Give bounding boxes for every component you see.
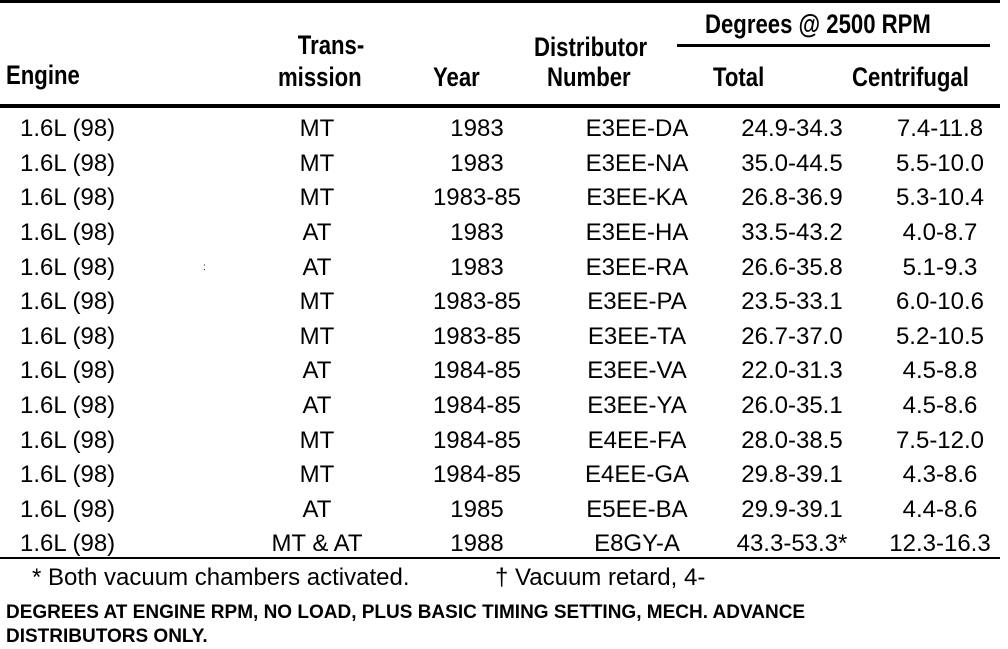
cell-centrifugal: 5.1-9.3 [902, 253, 978, 281]
table-row [0, 389, 1008, 424]
table-row [0, 216, 1008, 251]
cell-year: 1984-85 [432, 357, 522, 385]
scan-speck: : [203, 262, 206, 273]
cell-distributor: E3EE-VA [587, 357, 687, 385]
cell-transmission: AT [302, 495, 332, 523]
cell-centrifugal: 4.0-8.7 [902, 219, 978, 247]
footnote-dagger: † Vacuum retard, 4- [495, 564, 706, 591]
cell-centrifugal: 5.5-10.0 [895, 149, 985, 177]
cell-centrifugal: 4.5-8.8 [902, 357, 978, 385]
table-row [0, 285, 1008, 320]
cell-engine: 1.6L (98) [20, 530, 116, 558]
cell-centrifugal: 6.0-10.6 [895, 288, 985, 316]
cell-engine: 1.6L (98) [20, 495, 116, 523]
cell-engine: 1.6L (98) [20, 461, 116, 489]
cell-transmission: AT [302, 357, 332, 385]
cell-engine: 1.6L (98) [20, 426, 116, 454]
cell-engine: 1.6L (98) [20, 219, 116, 247]
cell-year: 1984-85 [432, 392, 522, 420]
cell-total: 29.9-39.1 [741, 495, 843, 523]
cell-engine: 1.6L (98) [20, 115, 116, 143]
header-total: Total [713, 62, 765, 92]
cell-engine: 1.6L (98) [20, 184, 116, 212]
table-row [0, 147, 1008, 182]
cell-total: 26.6-35.8 [741, 253, 843, 281]
table-row [0, 354, 1008, 389]
cell-distributor: E4EE-GA [584, 461, 690, 489]
cell-engine: 1.6L (98) [20, 357, 116, 385]
cell-total: 22.0-31.3 [741, 357, 843, 385]
cell-year: 1983 [450, 219, 504, 247]
cell-year: 1983-85 [432, 184, 522, 212]
cell-distributor: E3EE-TA [587, 322, 687, 350]
header-distributor-line2: Number [547, 62, 631, 92]
cell-distributor: E3EE-DA [585, 115, 689, 143]
cell-total: 24.9-34.3 [741, 115, 843, 143]
top-rule [0, 0, 1000, 3]
cell-distributor: E4EE-FA [587, 426, 687, 454]
cell-transmission: MT [299, 461, 335, 489]
header-distributor-line1: Distributor [534, 32, 648, 62]
cell-centrifugal: 4.5-8.6 [902, 392, 978, 420]
cell-year: 1983 [450, 115, 504, 143]
cell-distributor: E3EE-RA [585, 253, 689, 281]
cell-total: 26.8-36.9 [741, 184, 843, 212]
header-centrifugal: Centrifugal [852, 62, 969, 92]
cell-year: 1988 [450, 530, 504, 558]
cell-distributor: E5EE-BA [586, 495, 688, 523]
cell-total: 26.7-37.0 [741, 322, 843, 350]
table-row [0, 250, 1008, 285]
note-line-2: DISTRIBUTORS ONLY. [6, 626, 208, 647]
cell-centrifugal: 7.4-11.8 [896, 115, 984, 143]
cell-transmission: MT [299, 288, 335, 316]
cell-transmission: MT [299, 115, 335, 143]
table-row [0, 423, 1008, 458]
cell-distributor: E3EE-PA [587, 288, 687, 316]
cell-transmission: MT [299, 149, 335, 177]
header-transmission-line1: Trans- [297, 30, 365, 60]
header-transmission-line2: mission [278, 62, 362, 92]
table-row [0, 181, 1008, 216]
cell-centrifugal: 4.4-8.6 [902, 495, 978, 523]
header-group-rule [677, 44, 990, 47]
distributor-spec-table [0, 112, 1008, 562]
cell-engine: 1.6L (98) [20, 288, 116, 316]
cell-year: 1985 [450, 495, 504, 523]
cell-transmission: AT [302, 392, 332, 420]
cell-total: 29.8-39.1 [741, 461, 843, 489]
cell-centrifugal: 4.3-8.6 [902, 461, 978, 489]
table-body [0, 112, 1008, 562]
cell-distributor: E3EE-YA [587, 392, 687, 420]
cell-transmission: MT & AT [271, 530, 363, 558]
cell-distributor: E3EE-KA [586, 184, 688, 212]
cell-engine: 1.6L (98) [20, 149, 116, 177]
cell-year: 1983-85 [432, 288, 522, 316]
cell-total: 23.5-33.1 [741, 288, 843, 316]
header-engine: Engine [6, 60, 80, 90]
cell-transmission: MT [299, 426, 335, 454]
cell-total: 26.0-35.1 [741, 392, 843, 420]
cell-engine: 1.6L (98) [20, 322, 116, 350]
table-row [0, 458, 1008, 493]
cell-centrifugal: 5.3-10.4 [895, 184, 985, 212]
cell-total: 33.5-43.2 [741, 219, 843, 247]
cell-total: 28.0-38.5 [741, 426, 843, 454]
header-rule [0, 104, 1000, 108]
cell-year: 1983 [450, 149, 504, 177]
cell-total: 43.3-53.3* [736, 530, 848, 558]
header-year: Year [433, 62, 480, 92]
cell-year: 1983-85 [432, 322, 522, 350]
cell-transmission: AT [302, 253, 332, 281]
cell-centrifugal: 5.2-10.5 [895, 322, 985, 350]
cell-distributor: E3EE-HA [585, 219, 689, 247]
cell-year: 1984-85 [432, 461, 522, 489]
cell-year: 1984-85 [432, 426, 522, 454]
cell-transmission: AT [302, 219, 332, 247]
cell-engine: 1.6L (98) [20, 253, 116, 281]
header-degrees-group: Degrees @ 2500 RPM [705, 9, 931, 39]
cell-total: 35.0-44.5 [741, 149, 843, 177]
footnote-asterisk: * Both vacuum chambers activated. [32, 564, 410, 591]
note-line-1: DEGREES AT ENGINE RPM, NO LOAD, PLUS BASIC TIMING SETTING, MECH. ADVANCE [6, 602, 806, 623]
cell-transmission: MT [299, 322, 335, 350]
cell-engine: 1.6L (98) [20, 392, 116, 420]
table-row [0, 112, 1008, 147]
cell-distributor: E8GY-A [594, 530, 680, 558]
bottom-rule [0, 557, 1000, 559]
cell-centrifugal: 12.3-16.3 [889, 530, 991, 558]
cell-transmission: MT [299, 184, 335, 212]
cell-centrifugal: 7.5-12.0 [895, 426, 985, 454]
table-row [0, 320, 1008, 355]
table-row [0, 493, 1008, 528]
cell-year: 1983 [450, 253, 504, 281]
cell-distributor: E3EE-NA [585, 149, 689, 177]
